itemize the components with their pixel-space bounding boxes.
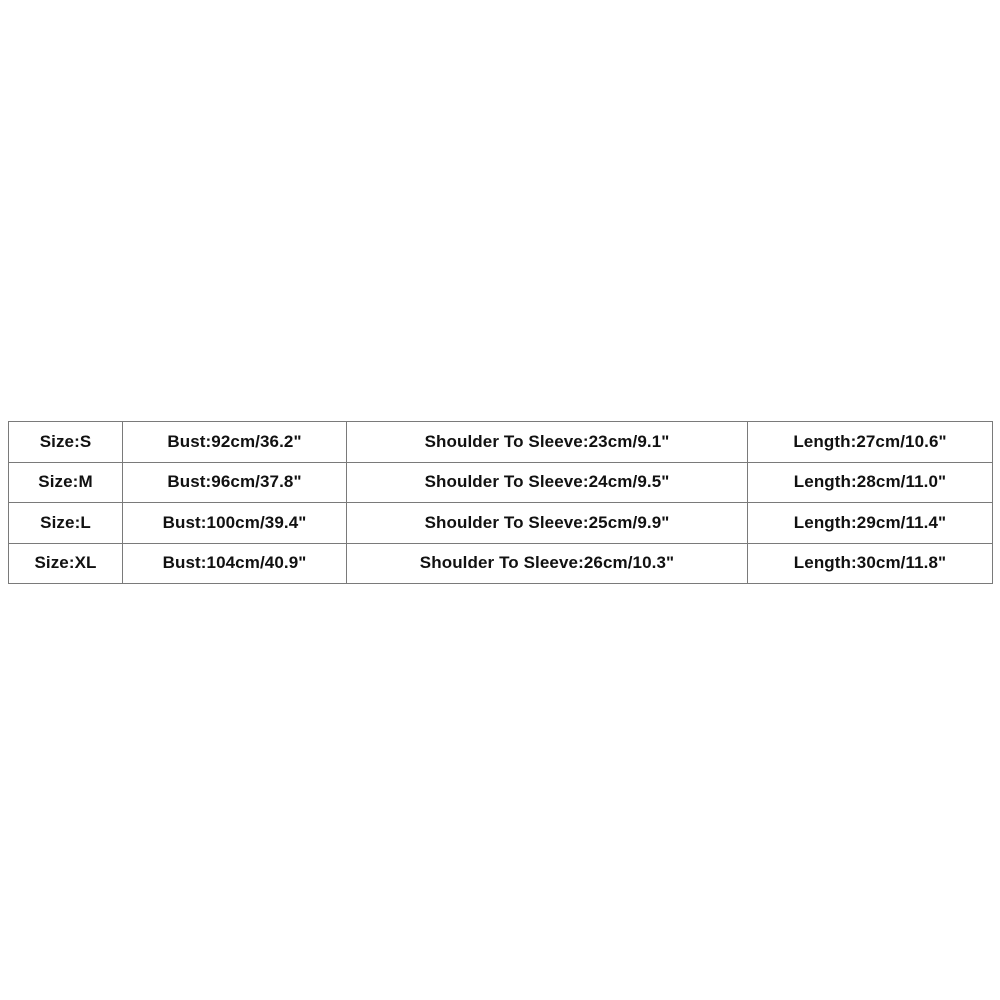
shoulder-to-sleeve-cell: Shoulder To Sleeve:25cm/9.9": [347, 503, 748, 544]
table-row: [9, 462, 993, 503]
shoulder-to-sleeve-cell: Shoulder To Sleeve:23cm/9.1": [347, 422, 748, 463]
table-row: [9, 503, 993, 544]
length-cell: Length:28cm/11.0": [748, 462, 993, 503]
bust-cell: Bust:96cm/37.8": [123, 462, 347, 503]
table-row: [9, 543, 993, 584]
bust-cell: Bust:92cm/36.2": [123, 422, 347, 463]
shoulder-to-sleeve-cell: Shoulder To Sleeve:24cm/9.5": [347, 462, 748, 503]
length-cell: Length:27cm/10.6": [748, 422, 993, 463]
table-row: [9, 422, 993, 463]
shoulder-to-sleeve-cell: Shoulder To Sleeve:26cm/10.3": [347, 543, 748, 584]
size-chart-table: [8, 421, 993, 584]
length-cell: Length:29cm/11.4": [748, 503, 993, 544]
size-cell: Size:S: [9, 422, 123, 463]
size-cell: Size:XL: [9, 543, 123, 584]
length-cell: Length:30cm/11.8": [748, 543, 993, 584]
bust-cell: Bust:104cm/40.9": [123, 543, 347, 584]
size-cell: Size:L: [9, 503, 123, 544]
bust-cell: Bust:100cm/39.4": [123, 503, 347, 544]
size-cell: Size:M: [9, 462, 123, 503]
